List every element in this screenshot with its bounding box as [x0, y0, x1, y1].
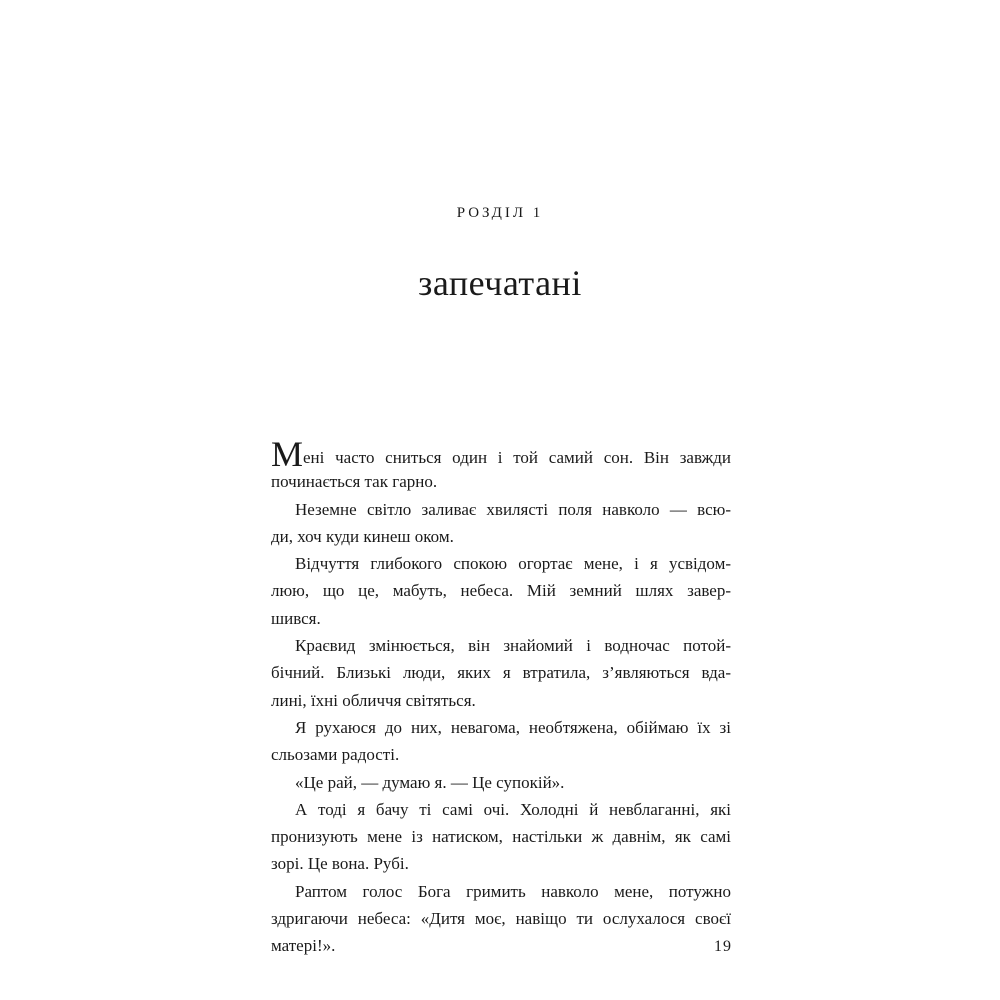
text-line-content: ди, хоч куди кинеш оком. [271, 526, 454, 546]
text-line-content: здригаючи небеса: «Дитя моє, навіщо ти ослухалося своєї [271, 909, 731, 929]
text-line [271, 850, 731, 877]
text-line [271, 577, 731, 604]
text-line-content: Відчуття глибокого спокою огортає мене, і я усвідом- [295, 554, 731, 574]
text-line-content: А тоді я бачу ті самі очі. Холодні й невблаганні, які [295, 799, 731, 819]
chapter-title: запечатані [418, 263, 582, 303]
text-line [271, 769, 731, 796]
text-line-content: Краєвид змінюється, він знайомий і водночас потой- [295, 636, 731, 656]
text-line-content: лині, їхні обличчя світяться. [271, 690, 476, 710]
text-line [271, 550, 731, 577]
text-line-content: ені часто сниться один і той самий сон. Він завжди [303, 448, 731, 467]
text-line [271, 687, 731, 714]
text-line [271, 523, 731, 550]
text-line-content: люю, що це, мабуть, небеса. Мій земний шлях завер- [271, 581, 731, 601]
text-line [271, 878, 731, 905]
text-line [271, 714, 731, 741]
text-line-content: пронизують мене із натиском, настільки ж давнім, як самі [271, 827, 731, 847]
drop-cap-letter: М [271, 434, 304, 474]
chapter-label: РОЗДІЛ 1 [456, 205, 544, 221]
text-line-content: «Це рай, — думаю я. — Це супокій». [295, 772, 565, 792]
text-line-content: бічний. Близькі люди, яких я втратила, з’являються вда- [271, 663, 731, 683]
chapter-body-text [271, 434, 731, 960]
text-line-content: Раптом голос Бога гримить навколо мене, потужно [295, 881, 731, 901]
text-line-content: зорі. Це вона. Рубі. [271, 854, 409, 874]
text-line [271, 932, 731, 959]
text-line-content: шився. [271, 608, 321, 628]
text-line [271, 905, 731, 932]
text-line-content: матері!». [271, 936, 336, 956]
text-line [271, 823, 731, 850]
text-line [271, 796, 731, 823]
text-line-content: починається так гарно. [271, 472, 438, 492]
page-number: 19 [714, 938, 732, 955]
text-line [271, 741, 731, 768]
text-line-content: Я рухаюся до них, невагома, необтяжена, обіймаю їх зі [295, 717, 731, 737]
text-line [271, 659, 731, 686]
text-line [271, 434, 731, 474]
text-line-content: Неземне світло заливає хвилясті поля навколо — всю- [295, 499, 731, 519]
text-line [271, 605, 731, 632]
text-line [271, 632, 731, 659]
text-line [271, 468, 731, 495]
text-line-content: сльозами радості. [271, 745, 400, 765]
text-line [271, 496, 731, 523]
